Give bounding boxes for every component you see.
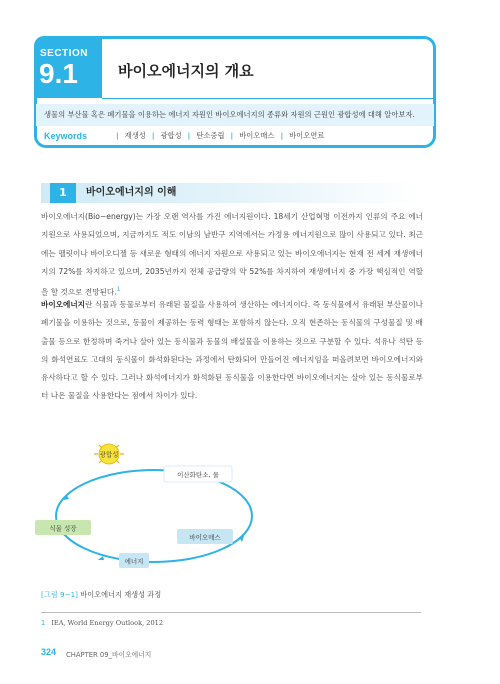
keywords-label: Keywords [44, 131, 88, 141]
section-number: 9.1 [39, 58, 78, 89]
photosynthesis-label: 광합성 [99, 450, 119, 459]
footnote-mark: 1 [41, 619, 46, 627]
section-label: SECTION [40, 48, 88, 59]
keyword: 바이오연료 [289, 131, 325, 140]
figure-caption-text: 바이오에너지 재생성 과정 [80, 590, 162, 599]
heading-title: 바이오에너지의 이해 [86, 187, 177, 198]
keyword: 탄소중립 [196, 131, 225, 140]
biomass-label: 바이오매스 [189, 533, 221, 542]
section-title: 바이오에너지의 개요 [118, 62, 254, 80]
figure-caption [41, 590, 161, 600]
page-number: 324 [41, 647, 57, 657]
term-bold: 바이오에너지 [41, 300, 86, 309]
heading-number: 1 [50, 183, 76, 203]
keywords-row [36, 126, 434, 146]
keyword: 재생성 [124, 131, 146, 140]
chapter-label: CHAPTER 09_바이오에너지 [66, 651, 152, 659]
paragraph-1-text: 바이오에너지(Bio−energy)는 가장 오랜 역사를 가진 에너지원이다. 18세기 산업혁명 이전까지 인류의 주요 에너지원으로 사용되었으며, 지금까지도 적도 이남의 남반구 지역에서는 가정용 에너지원으로 많이 사용되고 있다. 최근에는 펠릿이나 바이오디젤 등 새로운 형태의 에너지 자원으로 사용되고 있는 바이오에너지는 현재 전 세계 재생에너지의 72%를 차지하고 있으며, 2035년까지 전체 공급량의 약 52%를 차지하여 재생에너지 중 가장 핵심적인 역할을 할 것으로 전망된다. [41, 212, 423, 297]
keyword: 바이오매스 [239, 131, 275, 140]
footnote-rule [41, 612, 421, 613]
keyword-separator: | [116, 131, 119, 140]
keyword-separator: | [230, 131, 234, 140]
keyword-separator: | [187, 131, 191, 140]
figure-number: [그림 9−1] [41, 590, 78, 599]
footnote-ref[interactable]: 1 [116, 286, 121, 294]
title-underline [102, 98, 436, 99]
keyword-separator: | [280, 131, 284, 140]
paragraph-2-text: 란 식물과 동물로부터 유래된 물질을 사용하여 생산하는 에너지이다. 즉 동식물에서 유래된 부산물이나 폐기물을 이용하는 것으로, 동물이 제공하는 동력 형태는 포함하지 않는다. 오직 현존하는 동식물의 구성물질 및 배출물 등으로 한정하며 죽거나 살아 있는 동식물과 동물의 배설물을 이용하는 것으로 구분할 수 있다. 석유나 석탄 등의 화석연료도 고대의 동식물이 화석화된다는 과정에서 탄화되어 만들어진 에너지임을 떠올려보면 바이오에너지와 유사하다고 할 수 있다. 그러나 화석에너지가 화석화된 동식물을 이용한다면 바이오에너지는 살아 있는 동식물로부터 나온 물질을 사용한다는 점에서 차이가 있다. [41, 300, 423, 401]
keyword: 광합성 [160, 131, 182, 140]
arrow-head [98, 556, 104, 560]
footnote-text: IEA, World Energy Outlook, 2012 [51, 619, 164, 627]
energy-label: 에너지 [124, 557, 144, 566]
section-intro: 생물의 부산물 혹은 폐기물을 이용하는 에너지 자원인 바이오에너지의 종류와 자원의 근원인 광합성에 대해 알아보자. [36, 104, 434, 126]
paragraph-1 [41, 208, 423, 302]
cycle-arrow [56, 470, 252, 562]
bioenergy-cycle-diagram [34, 440, 284, 580]
keyword-separator: | [151, 131, 155, 140]
plant-growth-label: 식물 성장 [49, 524, 77, 533]
footnote [41, 619, 163, 627]
co2-water-label: 이산화탄소, 물 [177, 471, 219, 479]
paragraph-2 [41, 296, 423, 406]
